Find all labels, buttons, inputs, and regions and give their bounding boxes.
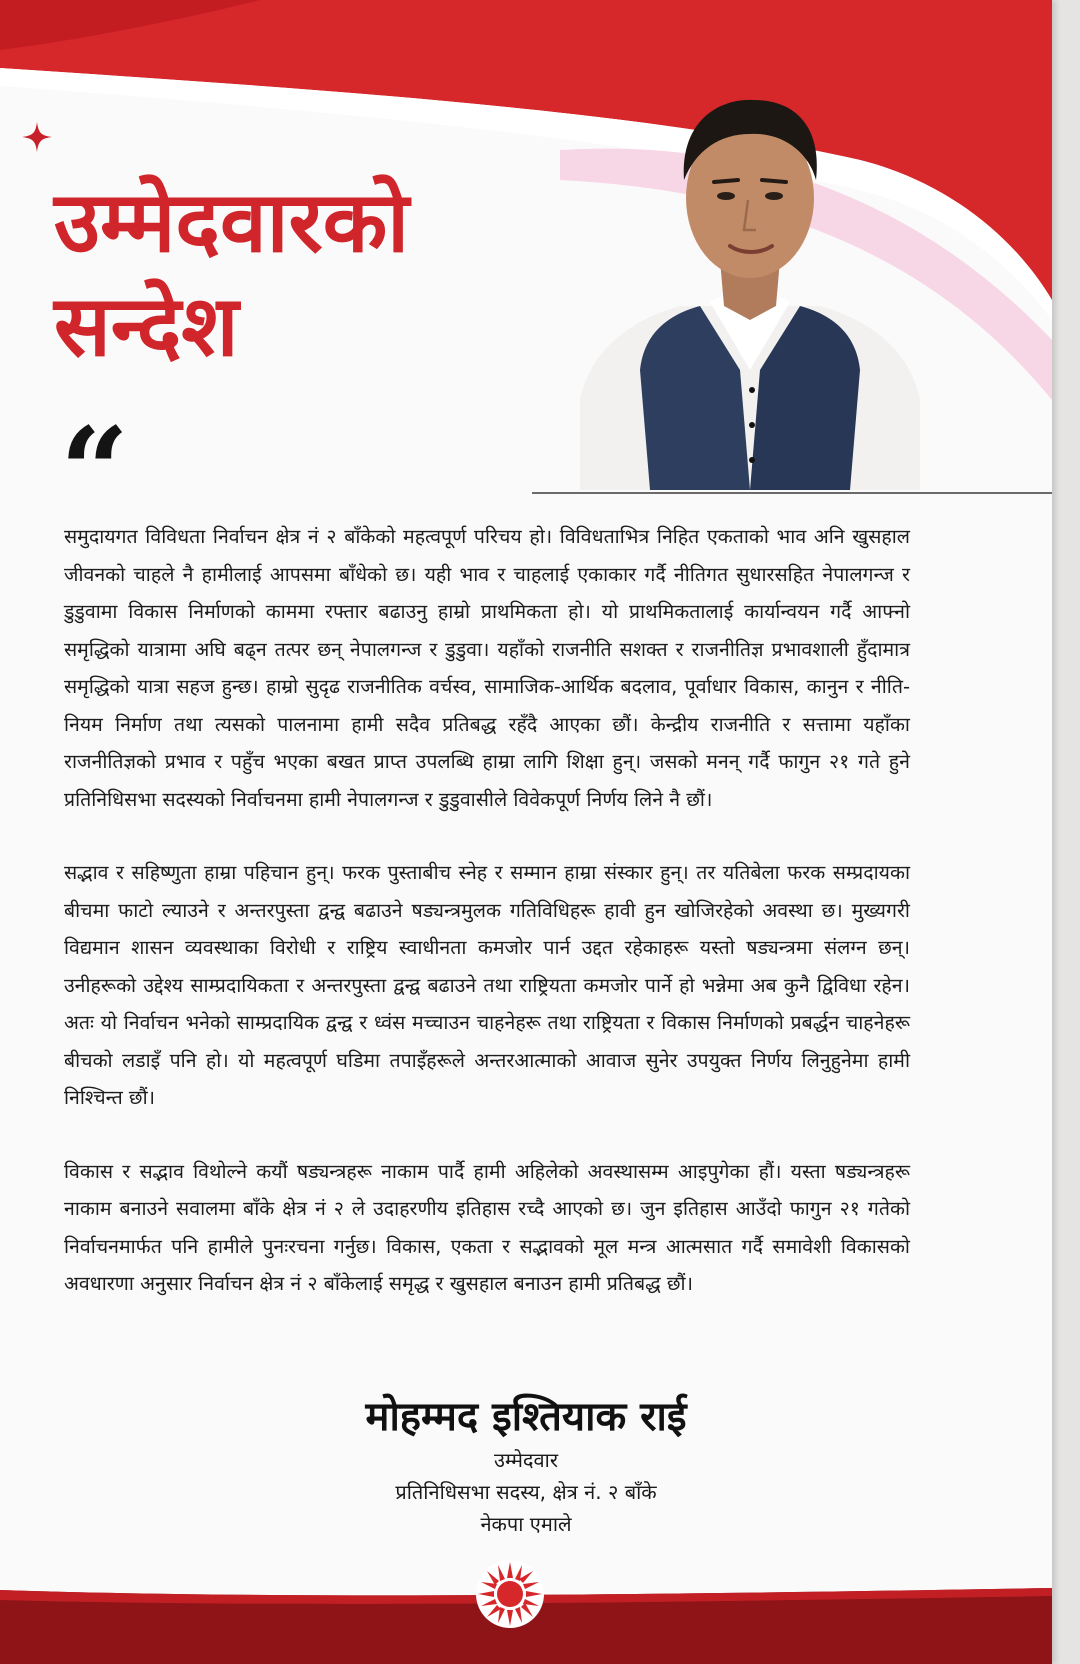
title-line-2: सन्देश: [54, 276, 239, 375]
candidate-name: मोहम्मद इश्तियाक राई: [365, 1394, 687, 1440]
candidate-party: नेकपा एमाले: [480, 1512, 572, 1536]
message-paragraph-3: विकास र सद्भाव विथोल्ने कयौं षड्यन्त्रहरू नाकाम पार्दै हामी अहिलेको अवस्थासम्म आइपुगेका हौं। यस्ता षड्यन्त्रहरू नाकाम बनाउने सवालमा बाँके क्षेत्र नं २ ले उदाहरणीय इतिहास रच्दै आएको छ। जुन इतिहास आउँदो फागुन २१ गतेको निर्वाचनमार्फत पनि हामीले पुनःरचना गर्नुछ। विकास, एकता र सद्भावको मूल मन्त्र आत्मसात गर्दै समावेशी विकासको अवधारणा अनुसार निर्वाचन क्षेत्र नं २ बाँकेलाई समृद्ध र खुसहाल बनाउन हामी प्रतिबद्ध छौं।: [64, 1159, 910, 1295]
candidate-role: उम्मेदवार: [494, 1448, 558, 1472]
header-divider: [532, 492, 1052, 494]
signature-block: [0, 1390, 1052, 1540]
sparkle-icon: [22, 122, 52, 152]
candidate-constituency: प्रतिनिधिसभा सदस्य, क्षेत्र नं. २ बाँके: [395, 1480, 657, 1504]
candidate-portrait: [570, 70, 930, 490]
page-title: [54, 170, 409, 378]
message-paragraph-1: समुदायगत विविधता निर्वाचन क्षेत्र नं २ बाँकेको महत्वपूर्ण परिचय हो। विविधताभित्र निहित एकताको भाव अनि खुसहाल जीवनको चाहले नै हामीलाई आपसमा बाँधेको छ। यही भाव र चाहलाई एकाकार गर्दै नीतिगत सुधारसहित नेपालगन्ज र डुडुवामा विकास निर्माणको काममा रफ्तार बढाउनु हाम्रो प्राथमिकता हो। यो प्राथमिकतालाई कार्यान्वयन गर्दै आफ्नो समृद्धिको यात्रामा अघि बढ्न तत्पर छन् नेपालगन्ज र डुडुवा। यहाँको राजनीति सशक्त र राजनीतिज्ञ प्रभावशाली हुँदामात्र समृद्धिको यात्रा सहज हुन्छ। हाम्रो सुदृढ राजनीतिक वर्चस्व, सामाजिक-आर्थिक बदलाव, पूर्वाधार विकास, कानुन र नीति-नियम निर्माण तथा त्यसको पालनामा हामी सदैव प्रतिबद्ध रहँदै आएका छौं। केन्द्रीय राजनीति र सत्तामा यहाँका राजनीतिज्ञको प्रभाव र पहुँच भएका बखत प्राप्त उपलब्धि हाम्रा लागि शिक्षा हुन्। जसको मनन् गर्दै फागुन २१ गते हुने प्रतिनिधिसभा सदस्यको निर्वाचनमा हामी नेपालगन्ज र डुडुवासीले विवेकपूर्ण निर्णय लिने नै छौं।: [64, 525, 910, 811]
sun-emblem-icon: [474, 1558, 546, 1630]
message-body: [64, 518, 910, 1339]
message-paragraph-2: सद्भाव र सहिष्णुता हाम्रा पहिचान हुन्। फरक पुस्ताबीच स्नेह र सम्मान हाम्रा संस्कार हुन्। तर यतिबेला फरक सम्प्रदायका बीचमा फाटो ल्याउने र अन्तरपुस्ता द्वन्द्व बढाउने षड्यन्त्रमुलक गतिविधिहरू हावी हुन खोजिरहेको अवस्था छ। मुख्यगरी विद्यमान शासन व्यवस्थाका विरोधी र राष्ट्रिय स्वाधीनता कमजोर पार्न उद्दत रहेकाहरू यस्तो षड्यन्त्रमा संलग्न छन्। उनीहरूको उद्देश्य साम्प्रदायिकता र अन्तरपुस्ता द्वन्द्व बढाउने तथा राष्ट्रियता कमजोर पार्ने हो भन्नेमा अब कुनै द्विविधा रहेन। अतः यो निर्वाचन भनेको साम्प्रदायिक द्वन्द्व र ध्वंस मच्चाउन चाहनेहरू तथा राष्ट्रियता र विकास निर्माणको प्रबर्द्धन चाहनेहरू बीचको लडाइँ पनि हो। यो महत्वपूर्ण घडिमा तपाइँहरूले अन्तरआत्माको आवाज सुनेर उपयुक्त निर्णय लिनुहुनेमा हामी निश्चिन्त छौं।: [64, 861, 910, 1109]
title-line-1: उम्मेदवारको: [54, 172, 410, 271]
opening-quote-icon: “: [60, 401, 130, 542]
